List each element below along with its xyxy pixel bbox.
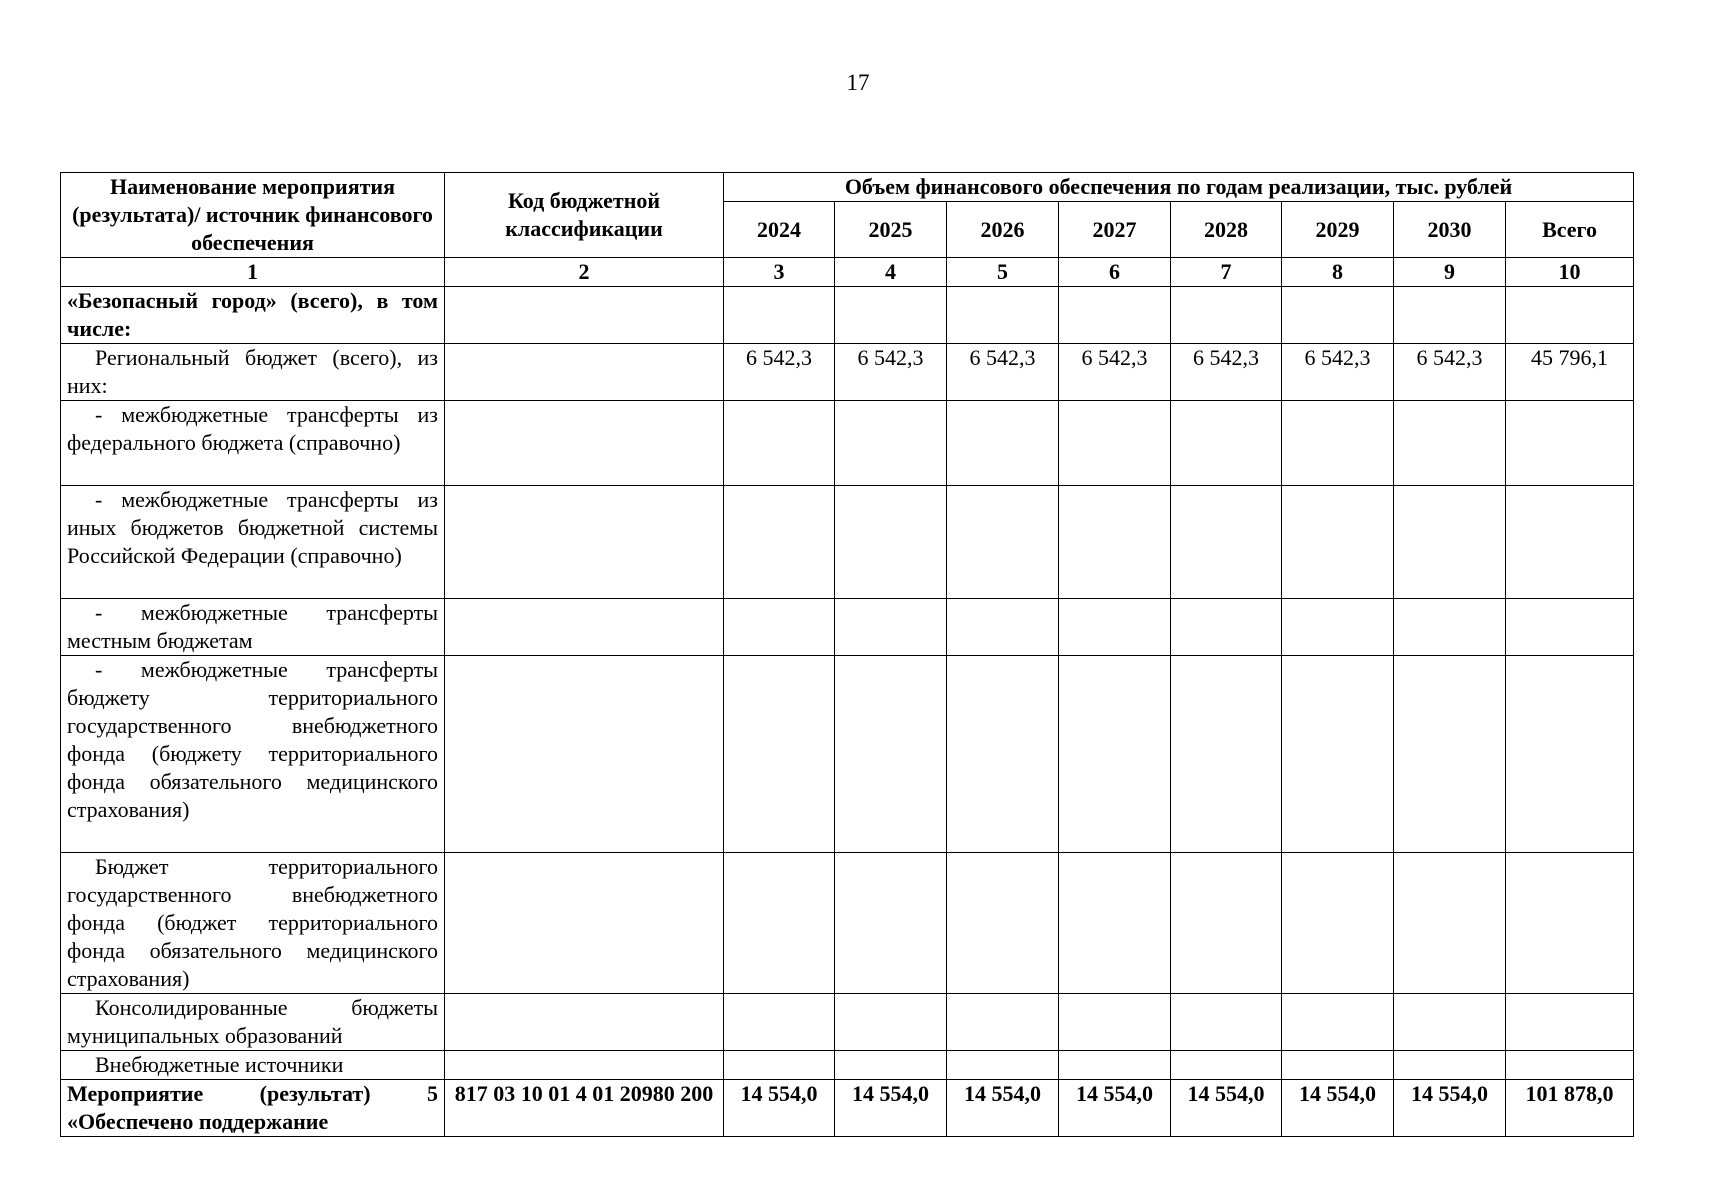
row-value: [1282, 1051, 1394, 1080]
row-value: [947, 599, 1059, 656]
row-code: [445, 1051, 724, 1080]
row-value: 14 554,0: [835, 1080, 947, 1137]
row-name: Консолидированные бюджеты муниципальных образований: [61, 994, 445, 1051]
row-value: [835, 994, 947, 1051]
header-year: 2026: [947, 202, 1059, 258]
column-number: 2: [445, 258, 724, 287]
row-value: [835, 1051, 947, 1080]
header-year: 2028: [1171, 202, 1282, 258]
row-value: [1394, 486, 1506, 599]
row-code: [445, 486, 724, 599]
row-total: [1506, 401, 1634, 486]
table-row: [61, 994, 1634, 1051]
row-value: [1282, 853, 1394, 994]
row-value: [1059, 656, 1171, 853]
row-value: 6 542,3: [835, 344, 947, 401]
row-total: [1506, 287, 1634, 344]
row-total: [1506, 486, 1634, 599]
row-code: [445, 599, 724, 656]
table-row: [61, 486, 1634, 599]
row-value: [1059, 1051, 1171, 1080]
header-year: 2025: [835, 202, 947, 258]
page-number: 17: [846, 70, 870, 95]
row-value: 14 554,0: [947, 1080, 1059, 1137]
row-value: [1282, 656, 1394, 853]
row-value: [947, 287, 1059, 344]
row-value: [1282, 401, 1394, 486]
row-value: [724, 1051, 835, 1080]
row-value: [1171, 401, 1282, 486]
column-number: 1: [61, 258, 445, 287]
row-name: Бюджет территориального государственного внебюджетного фонда (бюджет территориального фонда обязательного медицинского страхования): [61, 853, 445, 994]
row-value: [835, 486, 947, 599]
row-value: 6 542,3: [1394, 344, 1506, 401]
row-code: [445, 401, 724, 486]
budget-table: [60, 172, 1634, 1137]
row-value: [1394, 994, 1506, 1051]
row-total: [1506, 1051, 1634, 1080]
table-row: [61, 401, 1634, 486]
header-name-column: Наименование мероприятия (результата)/ источник финансового обеспечения: [61, 173, 445, 258]
column-number: 8: [1282, 258, 1394, 287]
header-year: 2029: [1282, 202, 1394, 258]
row-name: Региональный бюджет (всего), из них:: [61, 344, 445, 401]
row-total: [1506, 656, 1634, 853]
row-value: [1282, 599, 1394, 656]
column-number: 9: [1394, 258, 1506, 287]
row-name: - межбюджетные трансферты из иных бюджетов бюджетной системы Российской Федерации (справочно): [61, 486, 445, 599]
row-value: 6 542,3: [1282, 344, 1394, 401]
row-name: - межбюджетные трансферты местным бюджетам: [61, 599, 445, 656]
row-value: [947, 401, 1059, 486]
table-row: [61, 1080, 1634, 1137]
row-code: [445, 344, 724, 401]
row-value: 6 542,3: [947, 344, 1059, 401]
header-total-column: Всего: [1506, 202, 1634, 258]
row-value: [1171, 656, 1282, 853]
column-number: 10: [1506, 258, 1634, 287]
row-value: [724, 994, 835, 1051]
row-value: 14 554,0: [1171, 1080, 1282, 1137]
row-value: [1059, 287, 1171, 344]
row-value: [835, 599, 947, 656]
row-code: [445, 994, 724, 1051]
row-value: [947, 994, 1059, 1051]
row-value: [1059, 486, 1171, 599]
row-value: [835, 401, 947, 486]
row-value: [1059, 599, 1171, 656]
row-value: [947, 486, 1059, 599]
row-total: 101 878,0: [1506, 1080, 1634, 1137]
row-code: [445, 656, 724, 853]
row-value: 14 554,0: [1394, 1080, 1506, 1137]
row-name: «Безопасный город» (всего), в том числе:: [61, 287, 445, 344]
row-value: [1394, 401, 1506, 486]
row-total: [1506, 599, 1634, 656]
row-value: [1171, 994, 1282, 1051]
row-code: [445, 853, 724, 994]
column-number-row: [61, 258, 1634, 287]
row-value: [724, 656, 835, 853]
row-name: Мероприятие (результат) 5 «Обеспечено поддержание: [61, 1080, 445, 1137]
column-number: 7: [1171, 258, 1282, 287]
row-value: [1059, 994, 1171, 1051]
row-name: - межбюджетные трансферты из федерального бюджета (справочно): [61, 401, 445, 486]
row-value: [724, 401, 835, 486]
column-number: 4: [835, 258, 947, 287]
row-value: [1059, 853, 1171, 994]
row-value: 14 554,0: [724, 1080, 835, 1137]
row-value: 6 542,3: [1059, 344, 1171, 401]
row-value: [1282, 287, 1394, 344]
row-value: [1282, 994, 1394, 1051]
header-row-group: [61, 173, 1634, 202]
row-value: [724, 486, 835, 599]
row-value: [947, 656, 1059, 853]
row-value: [1282, 486, 1394, 599]
column-number: 6: [1059, 258, 1171, 287]
row-value: [1171, 599, 1282, 656]
row-value: [1171, 1051, 1282, 1080]
row-total: [1506, 853, 1634, 994]
row-name: - межбюджетные трансферты бюджету территориального государственного внебюджетного фонда (бюджету территориального фонда обязательного медицинского страхования): [61, 656, 445, 853]
table-row: [61, 287, 1634, 344]
row-value: [1171, 287, 1282, 344]
row-value: 6 542,3: [1171, 344, 1282, 401]
row-code: 817 03 10 01 4 01 20980 200: [445, 1080, 724, 1137]
header-years-group: Объем финансового обеспечения по годам реализации, тыс. рублей: [724, 173, 1634, 202]
header-year: 2024: [724, 202, 835, 258]
row-value: [835, 656, 947, 853]
row-value: [1394, 656, 1506, 853]
header-code-column: Код бюджетной классификации: [445, 173, 724, 258]
row-value: [1394, 599, 1506, 656]
row-value: [947, 853, 1059, 994]
table-row: [61, 599, 1634, 656]
row-value: [1171, 486, 1282, 599]
header-year: 2027: [1059, 202, 1171, 258]
row-total: [1506, 994, 1634, 1051]
row-value: [724, 287, 835, 344]
column-number: 3: [724, 258, 835, 287]
row-code: [445, 287, 724, 344]
row-value: [1059, 401, 1171, 486]
row-value: [1394, 853, 1506, 994]
row-value: 14 554,0: [1282, 1080, 1394, 1137]
row-value: [835, 287, 947, 344]
row-value: [724, 853, 835, 994]
row-value: [1394, 287, 1506, 344]
row-value: [835, 853, 947, 994]
row-name: Внебюджетные источники: [61, 1051, 445, 1080]
row-value: [947, 1051, 1059, 1080]
row-value: [724, 599, 835, 656]
row-value: [1171, 853, 1282, 994]
table-row: [61, 656, 1634, 853]
column-number: 5: [947, 258, 1059, 287]
table-row: [61, 344, 1634, 401]
table-row: [61, 1051, 1634, 1080]
row-value: 6 542,3: [724, 344, 835, 401]
row-value: 14 554,0: [1059, 1080, 1171, 1137]
row-value: [1394, 1051, 1506, 1080]
row-total: 45 796,1: [1506, 344, 1634, 401]
header-year: 2030: [1394, 202, 1506, 258]
table-row: [61, 853, 1634, 994]
